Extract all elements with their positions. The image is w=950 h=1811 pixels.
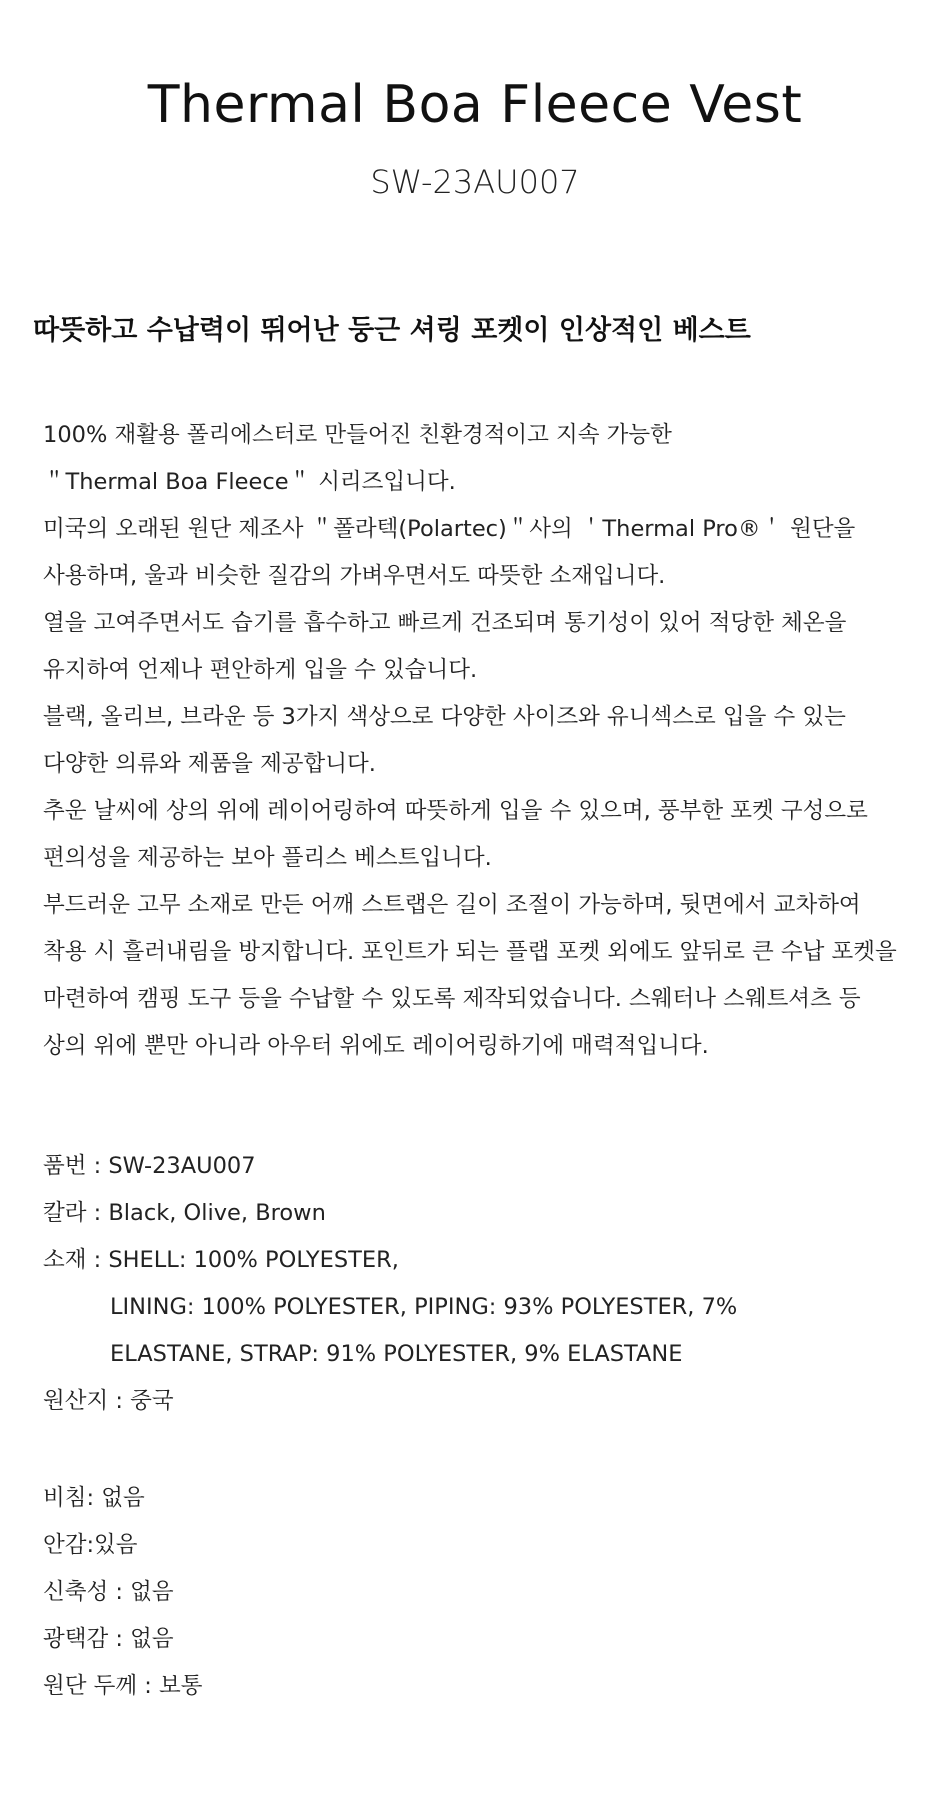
spec-material-continued: ELASTANE, STRAP: 91% POLYESTER, 9% ELASTANE (110, 1341, 683, 1367)
description-line: 상의 위에 뿐만 아니라 아우터 위에도 레이어링하기에 매력적입니다. (43, 1033, 709, 1059)
description-line: 부드러운 고무 소재로 만든 어깨 스트랩은 길이 조절이 가능하며, 뒷면에서 교차하여 (43, 892, 861, 918)
spec-material-continued: LINING: 100% POLYESTER, PIPING: 93% POLYESTER, 7% (110, 1294, 738, 1320)
spec-origin: 원산지 : 중국 (43, 1388, 174, 1414)
description-line: 마련하여 캠핑 도구 등을 수납할 수 있도록 제작되었습니다. 스웨터나 스웨트셔츠 등 (43, 986, 861, 1012)
description-line: 유지하여 언제나 편안하게 입을 수 있습니다. (43, 657, 478, 683)
description-line: 추운 날씨에 상의 위에 레이어링하여 따뜻하게 입을 수 있으며, 풍부한 포켓 구성으로 (43, 798, 868, 824)
description-line: 미국의 오래된 원단 제조사 ＂폴라텍(Polartec)＂사의 ＇Thermal Pro®＇ 원단을 (43, 516, 856, 542)
description-block (43, 412, 897, 1070)
description-line: 100% 재활용 폴리에스터로 만들어진 친환경적이고 지속 가능한 (43, 422, 672, 448)
attr-lining: 안감:있음 (43, 1532, 138, 1558)
description-line: 다양한 의류와 제품을 제공합니다. (43, 751, 376, 777)
spec-material: 소재 : SHELL: 100% POLYESTER, (43, 1247, 399, 1273)
spec-color: 칼라 : Black, Olive, Brown (43, 1200, 326, 1226)
product-headline: 따뜻하고 수납력이 뛰어난 둥근 셔링 포켓이 인상적인 베스트 (33, 315, 751, 346)
attr-sheerness: 비침: 없음 (43, 1485, 145, 1511)
product-title: Thermal Boa Fleece Vest (147, 75, 803, 135)
description-line: ＂Thermal Boa Fleece＂ 시리즈입니다. (43, 469, 456, 495)
description-line: 블랙, 올리브, 브라운 등 3가지 색상으로 다양한 사이즈와 유니섹스로 입을 수 있는 (43, 704, 846, 730)
attr-stretch: 신축성 : 없음 (43, 1579, 174, 1605)
spec-item-no: 품번 : SW-23AU007 (43, 1153, 256, 1179)
description-line: 편의성을 제공하는 보아 플리스 베스트입니다. (43, 845, 492, 871)
attribute-list (43, 1475, 202, 1710)
product-code: SW-23AU007 (370, 163, 580, 201)
description-line: 사용하며, 울과 비슷한 질감의 가벼우면서도 따뜻한 소재입니다. (43, 563, 666, 589)
attr-gloss: 광택감 : 없음 (43, 1626, 174, 1652)
spec-list (43, 1143, 737, 1425)
description-line: 착용 시 흘러내림을 방지합니다. 포인트가 되는 플랩 포켓 외에도 앞뒤로 큰 수납 포켓을 (43, 939, 897, 965)
description-line: 열을 고여주면서도 습기를 흡수하고 빠르게 건조되며 통기성이 있어 적당한 체온을 (43, 610, 847, 636)
attr-thickness: 원단 두께 : 보통 (43, 1673, 203, 1699)
